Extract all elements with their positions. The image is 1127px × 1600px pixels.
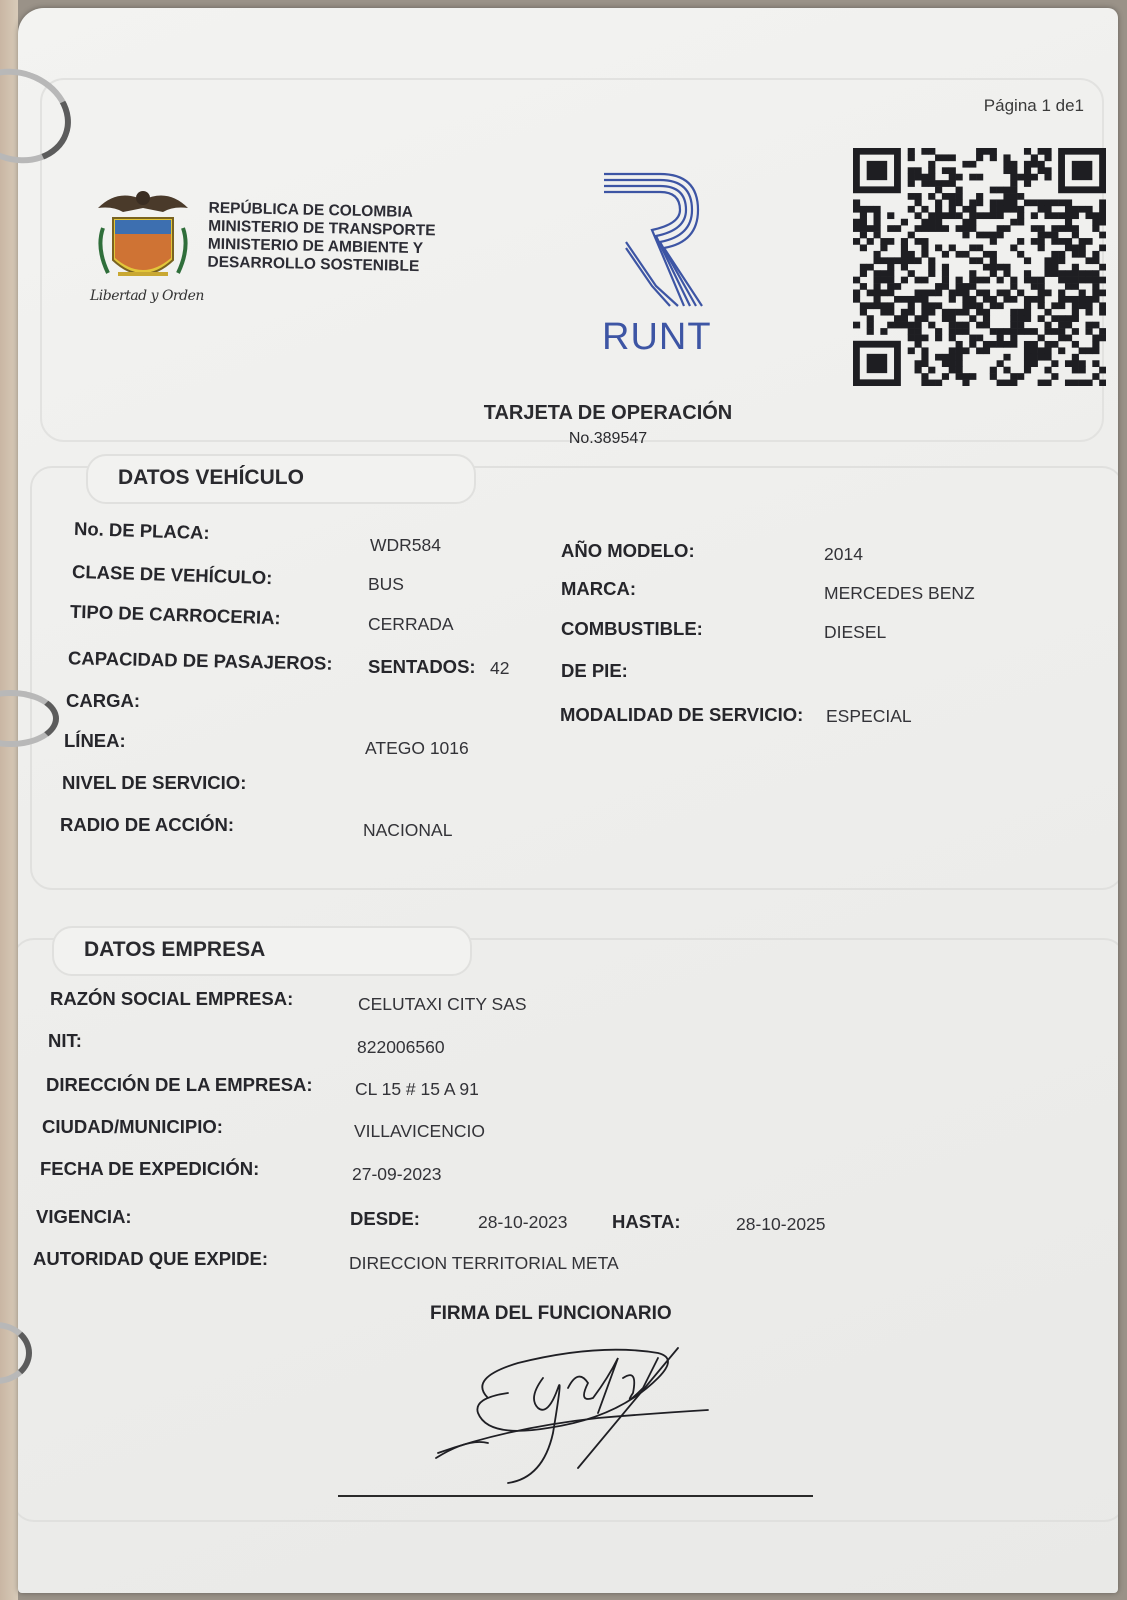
address-value: CL 15 # 15 A 91: [355, 1079, 479, 1099]
qr-code-icon: [853, 148, 1106, 386]
document-page: [18, 8, 1118, 1593]
plate-label: No. DE PLACA:: [73, 517, 210, 544]
model-year-label: AÑO MODELO:: [561, 540, 695, 561]
valid-until-value: 28-10-2025: [736, 1214, 826, 1234]
line-label: LÍNEA:: [64, 730, 126, 751]
fuel-value: DIESEL: [824, 622, 887, 642]
motto: Libertad y Orden: [90, 288, 204, 304]
line-value: ATEGO 1016: [365, 738, 469, 758]
runt-logo-text: RUNT: [602, 316, 712, 358]
address-label: DIRECCIÓN DE LA EMPRESA:: [46, 1074, 313, 1095]
fuel-label: COMBUSTIBLE:: [561, 618, 703, 639]
document-number: No.389547: [568, 430, 648, 447]
service-mode-value: ESPECIAL: [826, 706, 912, 726]
brand-value: MERCEDES BENZ: [824, 583, 975, 603]
action-radius-value: NACIONAL: [363, 820, 453, 840]
gov-line: MINISTERIO DE TRANSPORTE: [208, 217, 436, 240]
authority-value: DIRECCION TERRITORIAL META: [349, 1253, 619, 1273]
official-signature: [428, 1338, 718, 1488]
valid-until-label: HASTA:: [612, 1211, 681, 1232]
gov-line: REPÚBLICA DE COLOMBIA: [208, 199, 414, 221]
plate-value: WDR584: [370, 535, 441, 555]
action-radius-label: RADIO DE ACCIÓN:: [60, 814, 235, 835]
runt-logo-icon: [598, 168, 708, 313]
nit-label: NIT:: [48, 1030, 82, 1051]
signature-line: [338, 1495, 813, 1497]
capacity-label: CAPACIDAD DE PASAJEROS:: [67, 647, 333, 674]
valid-from-value: 28-10-2023: [478, 1212, 568, 1232]
class-label: CLASE DE VEHÍCULO:: [71, 560, 273, 589]
valid-from-label: DESDE:: [350, 1208, 420, 1229]
brand-label: MARCA:: [561, 578, 637, 599]
gov-line: MINISTERIO DE AMBIENTE Y: [207, 235, 424, 258]
seated-label: SENTADOS:: [368, 656, 476, 677]
company-name-value: CELUTAXI CITY SAS: [358, 994, 527, 1014]
document-title: TARJETA DE OPERACIÓN: [483, 402, 733, 424]
authority-label: AUTORIDAD QUE EXPIDE:: [33, 1248, 269, 1269]
cargo-label: CARGA:: [66, 690, 140, 711]
page-indicator: Página 1 de1: [983, 96, 1084, 115]
nit-value: 822006560: [357, 1037, 445, 1057]
seated-value: 42: [490, 658, 510, 678]
vehicle-section-title: DATOS VEHÍCULO: [86, 454, 476, 504]
gov-line: DESARROLLO SOSTENIBLE: [207, 253, 420, 276]
city-label: CIUDAD/MUNICIPIO:: [42, 1116, 223, 1137]
service-level-label: NIVEL DE SERVICIO:: [62, 772, 247, 793]
model-year-value: 2014: [824, 544, 863, 564]
standing-label: DE PIE:: [561, 660, 628, 681]
signature-label: FIRMA DEL FUNCIONARIO: [430, 1303, 672, 1324]
company-name-label: RAZÓN SOCIAL EMPRESA:: [50, 988, 294, 1009]
issue-date-value: 27-09-2023: [352, 1164, 442, 1184]
validity-label: VIGENCIA:: [36, 1206, 132, 1227]
city-value: VILLAVICENCIO: [354, 1121, 485, 1141]
service-mode-label: MODALIDAD DE SERVICIO:: [560, 704, 804, 725]
body-type-value: CERRADA: [368, 614, 454, 634]
class-value: BUS: [368, 574, 404, 594]
body-type-label: TIPO DE CARROCERIA:: [69, 600, 281, 629]
government-heading: [207, 200, 436, 277]
company-section-title: DATOS EMPRESA: [52, 926, 472, 976]
issue-date-label: FECHA DE EXPEDICIÓN:: [40, 1158, 260, 1179]
